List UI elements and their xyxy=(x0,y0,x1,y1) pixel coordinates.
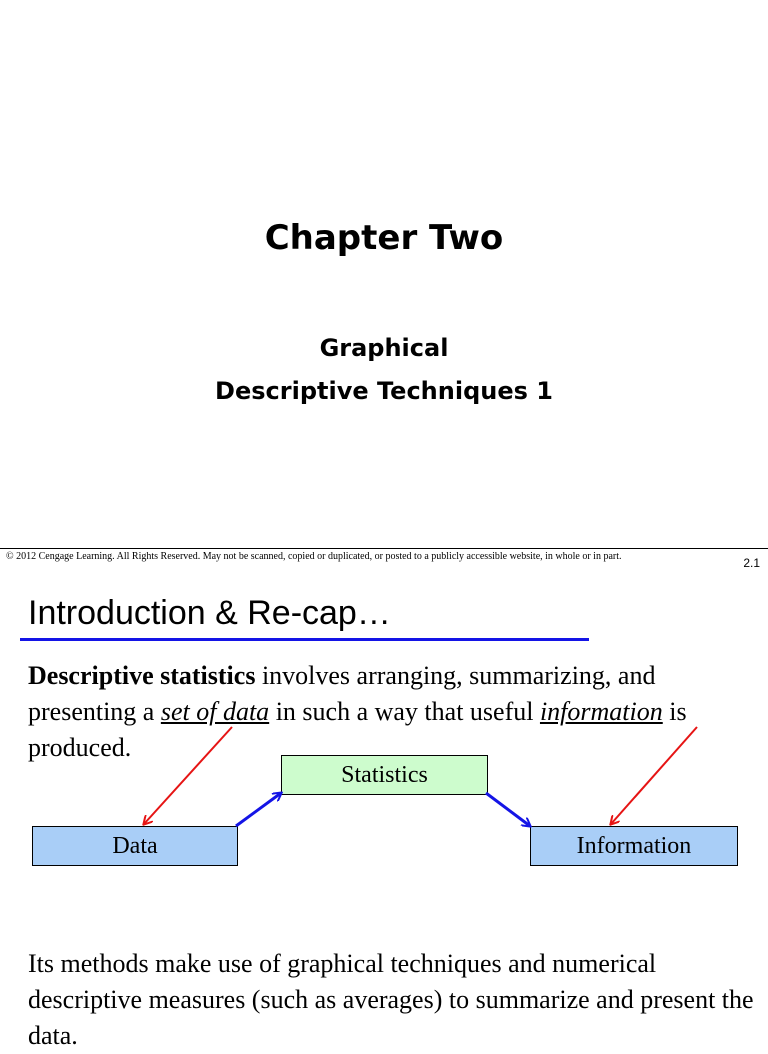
information-box: Information xyxy=(530,826,738,866)
chapter-subtitle-line2: Descriptive Techniques 1 xyxy=(215,377,553,405)
copyright-notice: © 2012 Cengage Learning. All Rights Reserved. May not be scanned, copied or duplicated, or posted to a publicly accessible website, in whole or in part. xyxy=(6,551,622,562)
chapter-title: Chapter Two xyxy=(264,218,504,258)
arrow-data-to-statistics xyxy=(236,793,281,826)
slide-heading: Introduction & Re-cap… xyxy=(28,594,391,632)
bold-term: Descriptive statistics xyxy=(28,661,256,690)
arrow-statistics-to-information xyxy=(486,793,530,826)
page-number: 2.1 xyxy=(743,556,760,570)
definition-paragraph xyxy=(28,658,763,766)
paragraph-text-c: is produced. xyxy=(28,697,687,762)
term-set-of-data: set of data xyxy=(160,697,270,726)
heading-underline xyxy=(20,638,589,641)
paragraph-text-b: in such a way that useful xyxy=(269,697,540,726)
chapter-subtitle-line1: Graphical xyxy=(319,334,449,362)
paragraph-text-a: involves arranging, summarizing, and presenting a xyxy=(28,661,656,726)
methods-paragraph: Its methods make use of graphical techniques and numerical descriptive measures (such as averages) to summarize and present the data. xyxy=(28,949,754,1050)
statistics-box: Statistics xyxy=(281,755,488,795)
term-information: information xyxy=(539,697,663,726)
data-box: Data xyxy=(32,826,238,866)
